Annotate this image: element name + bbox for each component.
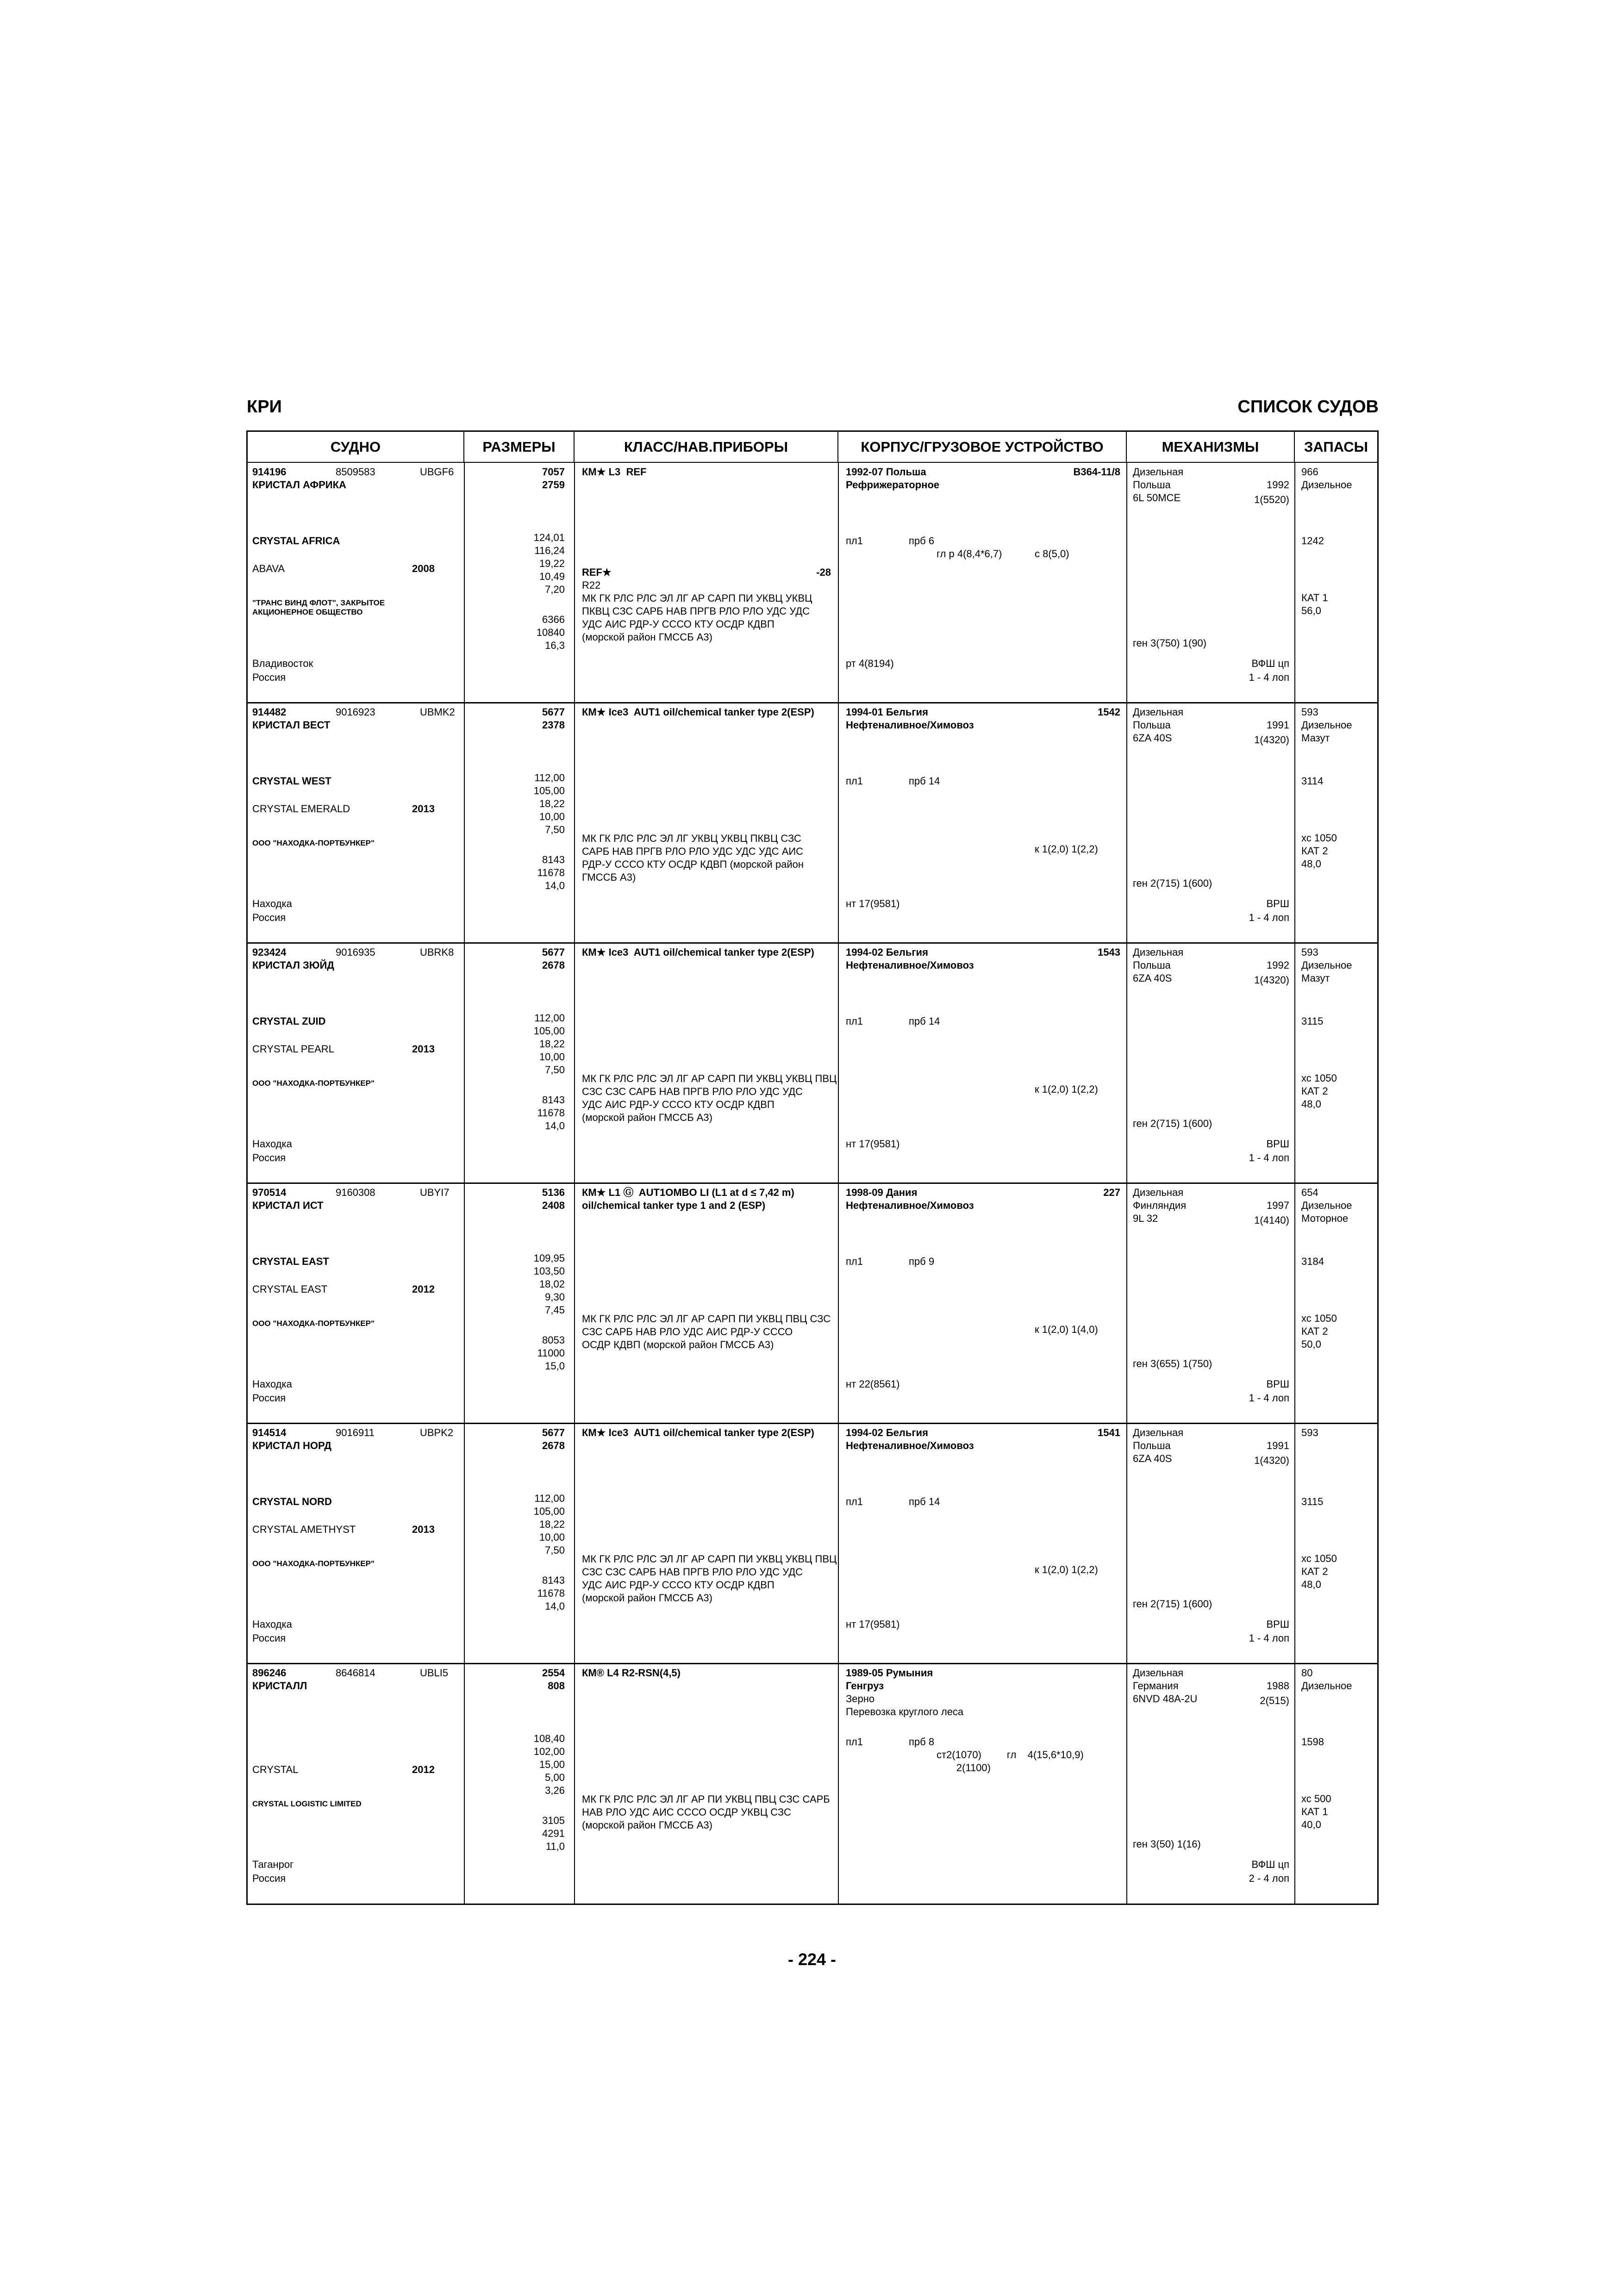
ship-engmod: 6ZA 40S: [1133, 1453, 1172, 1464]
ship-holds: пл1: [846, 775, 863, 787]
ship-lat: CRYSTAL WEST: [252, 775, 331, 787]
ship-f5: хс 500 КАТ 1 40,0: [1301, 1793, 1331, 1830]
ship-engyr: 1991: [1267, 1440, 1289, 1451]
ship-gen: ген 3(750) 1(90): [1133, 637, 1207, 649]
ship-reg: 970514: [252, 1187, 287, 1198]
ship-lat: CRYSTAL NORD: [252, 1496, 332, 1507]
ship-blades: 1 - 4 лоп: [1249, 672, 1289, 683]
ship-name: КРИСТАЛ ИСТ: [252, 1200, 324, 1211]
ship-engctry: Польша: [1133, 719, 1171, 731]
ship-gen: ген 2(715) 1(600): [1133, 1118, 1212, 1129]
section-title-left: КРИ: [247, 397, 282, 417]
ship-owner: CRYSTAL LOGISTIC LIMITED: [252, 1799, 362, 1808]
ship-f5: КАТ 1 56,0: [1301, 592, 1328, 616]
ship-prop: ВРШ: [1266, 1378, 1289, 1390]
ship-nav: МК ГК РЛС РЛС ЭЛ ЛГ АР САРП ПИ УКВЦ ПВЦ СЗС СЗС САРБ НАВ РЛО УДС АИС РДР-У СССО ОСДР КДВП (морской район ГМССБ А3): [582, 1313, 831, 1350]
ship-record: [248, 464, 1377, 703]
ship-dims: 112,00 105,00 18,22 10,00 7,50: [533, 1012, 565, 1076]
ship-engpow: 1(4320): [1254, 734, 1289, 746]
ship-f4: 3114: [1301, 775, 1324, 787]
ship-misc: к 1(2,0) 1(2,2): [1035, 843, 1098, 855]
ship-blades: 1 - 4 лоп: [1249, 1152, 1289, 1164]
ship-cls: КМ★ L1 Ⓖ AUT1OMBO LI (L1 at d ≤ 7,42 m) oil/chemical tanker type 1 and 2 (ESP): [582, 1187, 794, 1211]
ship-name: КРИСТАЛ НОРД: [252, 1440, 331, 1451]
ship-call: UBYI7: [420, 1187, 450, 1198]
ship-cls: КМ★ Ice3 AUT1 oil/chemical tanker type 2(ESP): [582, 946, 814, 958]
ship-owner: ООО "НАХОДКА-ПОРТБУНКЕР": [252, 1559, 375, 1568]
ship-nt: 2678: [542, 1440, 565, 1451]
ship-tanks: нт 22(8561): [846, 1378, 900, 1390]
ship-imo: 8509583: [336, 466, 375, 478]
ship-engmod: 9L 32: [1133, 1213, 1158, 1224]
ship-dims: 112,00 105,00 18,22 10,00 7,50: [533, 1493, 565, 1556]
ship-proj: B364-11/8: [1073, 466, 1120, 478]
ship-list-table: [246, 430, 1379, 1905]
ship-imo: 9160308: [336, 1187, 375, 1198]
ship-nav: МК ГК РЛС РЛС ЭЛ ЛГ АР САРП ПИ УКВЦ УКВЦ ПВЦ СЗС СЗС САРБ НАВ ПРГВ РЛО РЛО УДС УДС УДС АИС РДР-У СССО КТУ ОСДР КДВП (морской район ГМССБ А3): [582, 1553, 837, 1604]
ship-call: UBMK2: [420, 706, 455, 718]
ship-nt: 2408: [542, 1200, 565, 1211]
ship-f3: Моторное: [1301, 1213, 1349, 1224]
ship-blades: 1 - 4 лоп: [1249, 912, 1289, 923]
ship-htype: Генгруз: [846, 1680, 884, 1692]
ship-record: [248, 1184, 1377, 1424]
ship-hyear: 1994-01 Бельгия: [846, 706, 928, 718]
page-number: - 224 -: [787, 1950, 837, 1969]
ship-tanks: нт 17(9581): [846, 1618, 900, 1630]
ship-port: Таганрог: [252, 1859, 294, 1870]
ship-gen: ген 2(715) 1(600): [1133, 1598, 1212, 1610]
ship-dims: 108,40 102,00 15,00 5,00 3,26: [533, 1733, 565, 1796]
ship-engpow: 2(515): [1260, 1695, 1289, 1706]
ship-prev: CRYSTAL PEARL: [252, 1043, 334, 1055]
ship-prev: CRYSTAL EAST: [252, 1283, 328, 1295]
ship-gt: 5677: [542, 1427, 565, 1438]
ship-gen: ген 3(655) 1(750): [1133, 1358, 1212, 1369]
ship-engctry: Польша: [1133, 479, 1171, 491]
ship-prb: прб 14: [909, 1496, 940, 1507]
ship-country: Россия: [252, 912, 286, 923]
ship-htype: Нефтеналивное/Химовоз: [846, 1440, 974, 1451]
ship-engyr: 1991: [1267, 719, 1289, 731]
ship-hyear: 1989-05 Румыния: [846, 1667, 933, 1679]
ship-lat: CRYSTAL AFRICA: [252, 535, 340, 547]
ship-engyr: 1997: [1267, 1200, 1289, 1211]
ship-prev: ABAVA: [252, 563, 285, 574]
ship-call: UBLI5: [420, 1667, 449, 1679]
ship-engyr: 1988: [1267, 1680, 1289, 1692]
ship-f4: 3115: [1301, 1496, 1324, 1507]
ship-year: 2012: [412, 1764, 435, 1775]
ship-hyear: 1998-09 Дания: [846, 1187, 918, 1198]
ship-prb: прб 14: [909, 1015, 940, 1027]
ship-dims: 109,95 103,50 18,02 9,30 7,45: [533, 1252, 565, 1316]
ship-cls: КМ★ L3 REF: [582, 466, 647, 478]
ship-reg: 914196: [252, 466, 287, 478]
ship-f1: 593: [1301, 946, 1318, 958]
ship-tanks: нт 17(9581): [846, 1138, 900, 1150]
ship-nt: 2378: [542, 719, 565, 731]
ship-call: UBRK8: [420, 946, 454, 958]
ship-f5: хс 1050 КАТ 2 50,0: [1301, 1313, 1337, 1350]
ship-f2: Дизельное: [1301, 959, 1352, 971]
ship-misc: к 1(2,0) 1(4,0): [1035, 1324, 1098, 1335]
ship-engpow: 1(4320): [1254, 974, 1289, 986]
ship-f1: 593: [1301, 1427, 1318, 1438]
ship-reg: 923424: [252, 946, 287, 958]
ship-htype: Рефрижераторное: [846, 479, 940, 491]
ship-prop: ВРШ: [1266, 1618, 1289, 1630]
ship-prev: CRYSTAL: [252, 1764, 299, 1775]
ship-engmod: 6ZA 40S: [1133, 732, 1172, 744]
ship-year: 2012: [412, 1283, 435, 1295]
ship-prop: ВФШ цп: [1251, 1859, 1289, 1870]
ship-engtype: Дизельная: [1133, 1187, 1184, 1198]
ship-dw: 3105 4291 11,0: [542, 1815, 565, 1852]
ship-f4: 1242: [1301, 535, 1324, 547]
ship-f2: Дизельное: [1301, 479, 1352, 491]
ship-port: Находка: [252, 898, 292, 909]
ship-engtype: Дизельная: [1133, 706, 1184, 718]
col-header-machinery: МЕХАНИЗМЫ: [1127, 432, 1295, 463]
ship-holds: пл1: [846, 1736, 863, 1748]
ship-engctry: Германия: [1133, 1680, 1179, 1692]
ship-year: 2013: [412, 1524, 435, 1535]
ship-holds: пл1: [846, 1496, 863, 1507]
ship-engctry: Польша: [1133, 959, 1171, 971]
ship-port: Находка: [252, 1618, 292, 1630]
ship-f1: 593: [1301, 706, 1318, 718]
ship-name: КРИСТАЛ ЗЮЙД: [252, 959, 334, 971]
ship-hyear: 1992-07 Польша: [846, 466, 926, 478]
ship-gt: 7057: [542, 466, 565, 478]
ship-dw: 6366 10840 16,3: [536, 614, 565, 651]
ship-f4: 3184: [1301, 1256, 1324, 1267]
ship-cls: КМ® L4 R2-RSN(4,5): [582, 1667, 681, 1679]
ship-prev: CRYSTAL EMERALD: [252, 803, 350, 815]
ship-dims: 112,00 105,00 18,22 10,00 7,50: [533, 772, 565, 835]
ship-holds: пл1: [846, 1256, 863, 1267]
ship-f4: 1598: [1301, 1736, 1324, 1748]
ship-name: КРИСТАЛЛ: [252, 1680, 307, 1692]
ship-imo: 9016935: [336, 946, 375, 958]
ship-hextra: Зерно Перевозка круглого леса: [846, 1693, 964, 1717]
ship-prop: ВРШ: [1266, 1138, 1289, 1150]
ship-prb: прб 6: [909, 535, 935, 547]
ship-engmod: 6ZA 40S: [1133, 972, 1172, 984]
ship-port: Находка: [252, 1138, 292, 1150]
ship-refsub: R22: [582, 579, 601, 591]
ship-cls: КМ★ Ice3 AUT1 oil/chemical tanker type 2(ESP): [582, 1427, 814, 1438]
ship-gear2: с 8(5,0): [1035, 548, 1069, 560]
ship-f1: 966: [1301, 466, 1318, 478]
ship-call: UBGF6: [420, 466, 454, 478]
ship-call: UBPK2: [420, 1427, 454, 1438]
ship-country: Россия: [252, 1632, 286, 1644]
ship-country: Россия: [252, 1873, 286, 1884]
ship-htype: Нефтеналивное/Химовоз: [846, 719, 974, 731]
ship-prb: прб 14: [909, 775, 940, 787]
ship-imo: 8646814: [336, 1667, 375, 1679]
ship-nav: МК ГК РЛС РЛС ЭЛ ЛГ УКВЦ УКВЦ ПКВЦ СЗС САРБ НАВ ПРГВ РЛО РЛО УДС УДС УДС АИС РДР-У СССО КТУ ОСДР КДВП (морской район ГМССБ А3): [582, 833, 804, 883]
ship-engctry: Финляндия: [1133, 1200, 1187, 1211]
col-header-dimensions: РАЗМЕРЫ: [464, 432, 575, 463]
ship-f5: хс 1050 КАТ 2 48,0: [1301, 832, 1337, 870]
ship-f3: Мазут: [1301, 972, 1330, 984]
col-header-hull: КОРПУС/ГРУЗОВОЕ УСТРОЙСТВО: [838, 432, 1127, 463]
ship-owner: "ТРАНС ВИНД ФЛОТ", ЗАКРЫТОЕ АКЦИОНЕРНОЕ ОБЩЕСТВО: [252, 598, 385, 616]
ship-nav: МК ГК РЛС РЛС ЭЛ ЛГ АР САРП ПИ УКВЦ УКВЦ ПВЦ СЗС СЗС САРБ НАВ ПРГВ РЛО РЛО УДС УДС УДС АИС РДР-У СССО КТУ ОСДР КДВП (морской район ГМССБ А3): [582, 1073, 837, 1123]
ship-country: Россия: [252, 1392, 286, 1404]
ship-cls: КМ★ Ice3 AUT1 oil/chemical tanker type 2(ESP): [582, 706, 814, 718]
ship-year: 2013: [412, 803, 435, 815]
ship-tanks: нт 17(9581): [846, 898, 900, 909]
ship-nav: МК ГК РЛС РЛС ЭЛ ЛГ АР САРП ПИ УКВЦ УКВЦ ПКВЦ СЗС САРБ НАВ ПРГВ РЛО РЛО УДС УДС УДС АИС РДР-У СССО КТУ ОСДР КДВП (морской район ГМССБ А3): [582, 592, 812, 643]
ship-dw: 8053 11000 15,0: [537, 1334, 565, 1372]
section-title-right: СПИСОК СУДОВ: [1237, 397, 1379, 417]
ship-f2: Дизельное: [1301, 719, 1352, 731]
ship-f3: Мазут: [1301, 732, 1330, 744]
ship-record: [248, 1665, 1377, 1904]
ship-reg: 914482: [252, 706, 287, 718]
ship-lat: CRYSTAL EAST: [252, 1256, 329, 1267]
ship-engyr: 1992: [1267, 479, 1289, 491]
ship-holds: пл1: [846, 535, 863, 547]
ship-hyear: 1994-02 Бельгия: [846, 946, 928, 958]
ship-imo: 9016911: [336, 1427, 375, 1438]
ship-dw: 8143 11678 14,0: [537, 1094, 565, 1132]
ship-dw: 8143 11678 14,0: [537, 854, 565, 891]
ship-record: [248, 944, 1377, 1184]
ship-prb: прб 8: [909, 1736, 935, 1748]
ship-f5: хс 1050 КАТ 2 48,0: [1301, 1553, 1337, 1590]
ship-f2: Дизельное: [1301, 1680, 1352, 1692]
ship-year: 2008: [412, 563, 435, 574]
ship-engpow: 1(5520): [1254, 494, 1289, 505]
ship-blades: 1 - 4 лоп: [1249, 1632, 1289, 1644]
ship-gen: ген 2(715) 1(600): [1133, 877, 1212, 889]
ship-record: [248, 704, 1377, 944]
ship-proj: 1541: [1098, 1427, 1120, 1438]
ship-holds: пл1: [846, 1015, 863, 1027]
ship-year: 2013: [412, 1043, 435, 1055]
ship-engtype: Дизельная: [1133, 946, 1184, 958]
ship-tanks: рт 4(8194): [846, 658, 894, 669]
ship-f1: 654: [1301, 1187, 1318, 1198]
ship-name: КРИСТАЛ АФРИКА: [252, 479, 346, 491]
ship-misc: к 1(2,0) 1(2,2): [1035, 1564, 1098, 1575]
ship-f5: хс 1050 КАТ 2 48,0: [1301, 1072, 1337, 1110]
ship-lat: CRYSTAL ZUID: [252, 1015, 326, 1027]
ship-nt: 2678: [542, 959, 565, 971]
ship-port: Владивосток: [252, 658, 313, 669]
ship-prb: прб 9: [909, 1256, 935, 1267]
ship-gear: гл р 4(8,4*6,7): [937, 548, 1002, 560]
ship-engtype: Дизельная: [1133, 1667, 1184, 1679]
ship-country: Россия: [252, 1152, 286, 1164]
ship-owner: ООО "НАХОДКА-ПОРТБУНКЕР": [252, 1079, 375, 1088]
ship-engctry: Польша: [1133, 1440, 1171, 1451]
ship-engpow: 1(4140): [1254, 1214, 1289, 1226]
ship-f2: Дизельное: [1301, 1200, 1352, 1211]
ship-nt: 2759: [542, 479, 565, 491]
ship-engmod: 6NVD 48A-2U: [1133, 1693, 1198, 1705]
col-header-class: КЛАСС/НАВ.ПРИБОРЫ: [575, 432, 838, 463]
ship-ref: REF★: [582, 566, 612, 578]
ship-engtype: Дизельная: [1133, 466, 1184, 478]
ship-gear: ст2(1070) гл 4(15,6*10,9) 2(1100): [937, 1749, 1084, 1773]
ship-htype: Нефтеналивное/Химовоз: [846, 1200, 974, 1211]
ship-prop: ВФШ цп: [1251, 658, 1289, 669]
ship-engtype: Дизельная: [1133, 1427, 1184, 1438]
ship-hyear: 1994-02 Бельгия: [846, 1427, 928, 1438]
ship-blades: 1 - 4 лоп: [1249, 1392, 1289, 1404]
ship-owner: ООО "НАХОДКА-ПОРТБУНКЕР": [252, 1319, 375, 1328]
ship-gt: 5677: [542, 946, 565, 958]
ship-engpow: 1(4320): [1254, 1455, 1289, 1466]
ship-name: КРИСТАЛ ВЕСТ: [252, 719, 331, 731]
ship-htype: Нефтеналивное/Химовоз: [846, 959, 974, 971]
ship-blades: 2 - 4 лоп: [1249, 1873, 1289, 1884]
col-header-supplies: ЗАПАСЫ: [1295, 432, 1377, 463]
ship-reg: 914514: [252, 1427, 287, 1438]
ship-gt: 5677: [542, 706, 565, 718]
ship-port: Находка: [252, 1378, 292, 1390]
ship-f4: 3115: [1301, 1015, 1324, 1027]
ship-imo: 9016923: [336, 706, 375, 718]
ship-misc: к 1(2,0) 1(2,2): [1035, 1083, 1098, 1095]
ship-gt: 5136: [542, 1187, 565, 1198]
ship-nav: МК ГК РЛС РЛС ЭЛ ЛГ АР ПИ УКВЦ ПВЦ СЗС САРБ НАВ РЛО УДС АИС СССО ОСДР УКВЦ СЗС (морской район ГМССБ А3): [582, 1793, 830, 1831]
ship-dims: 124,01 116,24 19,22 10,49 7,20: [533, 532, 565, 595]
ship-proj: 1542: [1098, 706, 1120, 718]
ship-proj: 1543: [1098, 946, 1120, 958]
ship-engyr: 1992: [1267, 959, 1289, 971]
ship-gen: ген 3(50) 1(16): [1133, 1838, 1201, 1850]
ship-owner: ООО "НАХОДКА-ПОРТБУНКЕР": [252, 839, 375, 847]
ship-proj: 227: [1103, 1187, 1120, 1198]
ship-dw: 8143 11678 14,0: [537, 1574, 565, 1612]
ship-gt: 2554: [542, 1667, 565, 1679]
ship-prop: ВРШ: [1266, 898, 1289, 909]
ship-engmod: 6L 50MCE: [1133, 492, 1181, 504]
ship-country: Россия: [252, 672, 286, 683]
ship-f1: 80: [1301, 1667, 1313, 1679]
ship-refval: -28: [816, 566, 831, 578]
col-header-ship: СУДНО: [248, 432, 464, 463]
ship-prev: CRYSTAL AMETHYST: [252, 1524, 356, 1535]
ship-record: [248, 1425, 1377, 1664]
ship-nt: 808: [548, 1680, 565, 1692]
ship-reg: 896246: [252, 1667, 287, 1679]
